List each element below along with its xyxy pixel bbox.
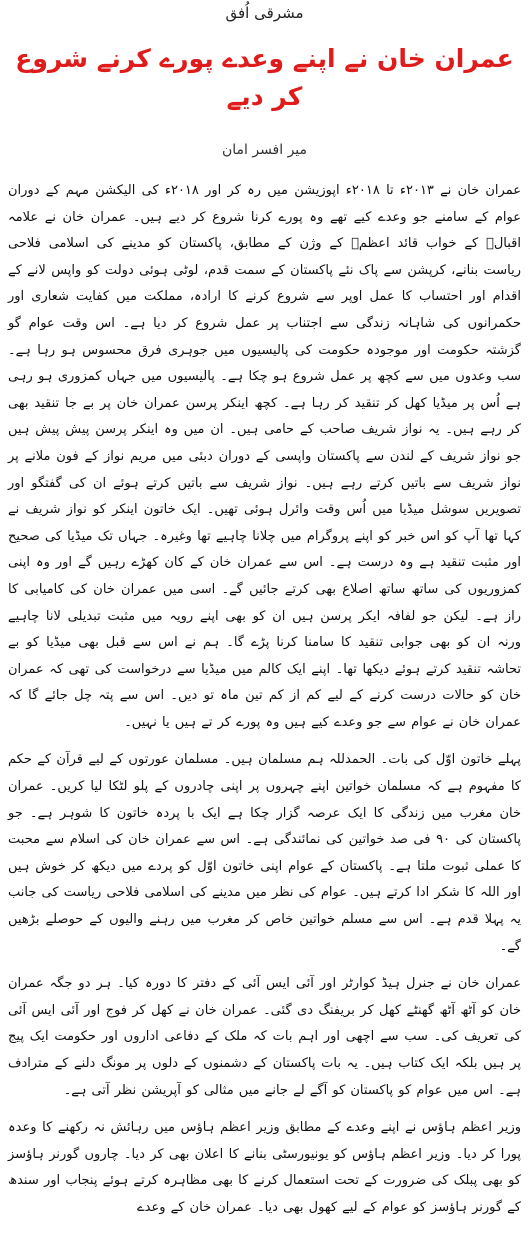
author-name: میر افسر امان bbox=[221, 142, 308, 158]
article-paragraph: پہلے خاتون اوّل کی بات۔ الحمدللہ ہم مسلمان ہیں۔ مسلمان عورتوں کے لیے قرآن کے حکم کا مفہوم ہے کہ مسلمان خواتین اپنے چہروں پر اپنی چادروں کے پلو لٹکا لیا کریں۔ عمران خان مغرب میں زندگی کا ایک عرصہ گزار چکا ہے ایک با پردہ خاتون کا شوہر ہے۔ جو پاکستان کی ۹۰ فی صد خواتین کی نمائندگی ہے۔ اس سے عمران خان کی اسلام سے محبت کا عملی ثبوت ملتا ہے۔ پاکستان کے عوام اپنی خاتون اوّل کو پردے میں دیکھ کر خوش ہیں اور اللہ کا شکر ادا کرتے ہیں۔ عوام کی نظر میں مدینے کی اسلامی فلاحی ریاست کی جانب یہ پہلا قدم ہے۔ اس سے مسلم خواتین خاص کر مغرب میں رہنے والیوں کے حوصلے بڑھیں گے۔ bbox=[8, 752, 521, 954]
column-name: مشرقی اُفق bbox=[225, 4, 304, 22]
article-paragraph: وزیر اعظم ہاؤس نے اپنے وعدے کے مطابق وزیر اعظم ہاؤس میں رہائش نہ رکھنے کا وعدہ پورا کر دیا۔ وزیر اعظم ہاؤس کو یونیورسٹی بنانے کا اعلان بھی کر دیا۔ چاروں گورنر ہاؤسز کو بھی پبلک کی ضرورت کے تحت استعمال کرنے کا بھی مظاہرہ کرتے ہوئے پنجاب اور سندھ کے گورنر ہاؤسز کو عوام کے لیے کھول بھی دیا۔ عمران خان کے وعدے bbox=[8, 1120, 521, 1215]
article-paragraph: عمران خان نے جنرل ہیڈ کوارٹر اور آئی ایس آئی کے دفتر کا دورہ کیا۔ ہر دو جگہ عمران خان کو آٹھ آٹھ گھنٹے کھل کر بریفنگ دی گئی۔ عمران خان نے کھل کر فوج اور آئی ایس آئی کی تعریف کی۔ سب سے اچھی اور اہم بات کہ ملک کے دفاعی اداروں اور حکومت ایک پیج پر ہیں بلکہ ایک کتاب ہیں۔ یہ بات پاکستان کے دشمنوں کے دلوں پر مونگ دلنے کے مترادف ہے۔ اس میں عوام کو پاکستان کو آگے لے جانے میں مثالی کو آپریشن نظر آتی ہے۔ bbox=[8, 976, 521, 1098]
article-paragraph: عمران خان نے ۲۰۱۳ء تا ۲۰۱۸ء اپوزیشن میں رہ کر اور ۲۰۱۸ء کی الیکشن مہم کے دوران عوام کے سامنے جو وعدے کیے تھے وہ پورے کرنا شروع کر دیے ہیں۔ عمران خان نے علامہ اقبالؒ کے خواب قائد اعظمؒ کے وژن کے مطابق، پاکستان کو مدینے کی اسلامی فلاحی ریاست بنانے، کرپشن سے پاک نئے پاکستان کے سمت قدم، لوٹی ہوئی دولت کو واپس لانے کے اقدام اور احتساب کا عمل اوپر سے شروع کرنے کا ارادہ، مملکت میں کفایت شعاری اور حکمرانوں کی شاہانہ زندگی سے اجتناب پر عمل شروع کر دیا ہے۔ اس وقت عوام گو گزشتہ حکومت اور موجودہ حکومت کی پالیسیوں میں جوہری فرق محسوس ہو رہا ہے۔ سب وعدوں میں سے کچھ پر عمل شروع ہو چکا ہے۔ پالیسیوں میں جہاں کمزوری ہو رہی ہے اُس پر میڈیا کھل کر تنقید کر رہا ہے۔ کچھ اینکر پرسن عمران خان پر بے جا تنقید بھی کر رہے ہیں۔ یہ نواز شریف صاحب کے حامی ہیں۔ ان میں وہ اینکر پرسن پیش پیش ہیں جو نواز شریف کے لندن سے پاکستان واپسی کے دوران دبئی میں مریم نواز کے فون ملانے پر نواز شریف سے باتیں کرتے رہے ہیں۔ نواز شریف سے باتیں کرتے ہوئے ان کی گفتگو اور تصویریں سوشل میڈیا میں اُس وقت وائرل ہوئی تھیں۔ ایک خاتون اینکر کو نواز شریف نے کہا تھا آپ کو اس خبر کو اپنے پروگرام میں چلانا چاہیے تھا وغیرہ۔ جہاں تک میڈیا کی صحیح اور مثبت تنقید ہے وہ درست ہے۔ اس سے عمران خان کے کان کھڑے رہیں گے اور وہ اپنی کمزوریوں کی ساتھ ساتھ اصلاع بھی کرتے جائیں گے۔ اسی میں عمران خان کی کامیابی کا راز ہے۔ لیکن جو لفافہ ایکر پرسن ہیں ان کو بھی اپنے رویہ میں مثبت تبدیلی لانا چاہیے ورنہ ان کو بھی جوابی تنقید کا سامنا کرنا پڑے گا۔ ہم نے اس سے قبل بھی میڈیا کو بے تحاشہ تنقید کرتے ہوئے دیکھا تھا۔ اپنے ایک کالم میں میڈیا سے درخواست کی تھی کہ عمران خان کو حالات درست کرنے کے لیے کم از کم تین ماہ تو دیں۔ اس سے پتہ چل جائے گا کہ عمران خان نے عوام سے جو وعدے کیے ہیں وہ پورے کر تے ہیں یا نہیں۔ bbox=[8, 183, 521, 730]
article-body bbox=[8, 178, 521, 1233]
article-headline: عمران خان نے اپنے وعدے پورے کرنے شروع کر دیے bbox=[15, 44, 514, 111]
